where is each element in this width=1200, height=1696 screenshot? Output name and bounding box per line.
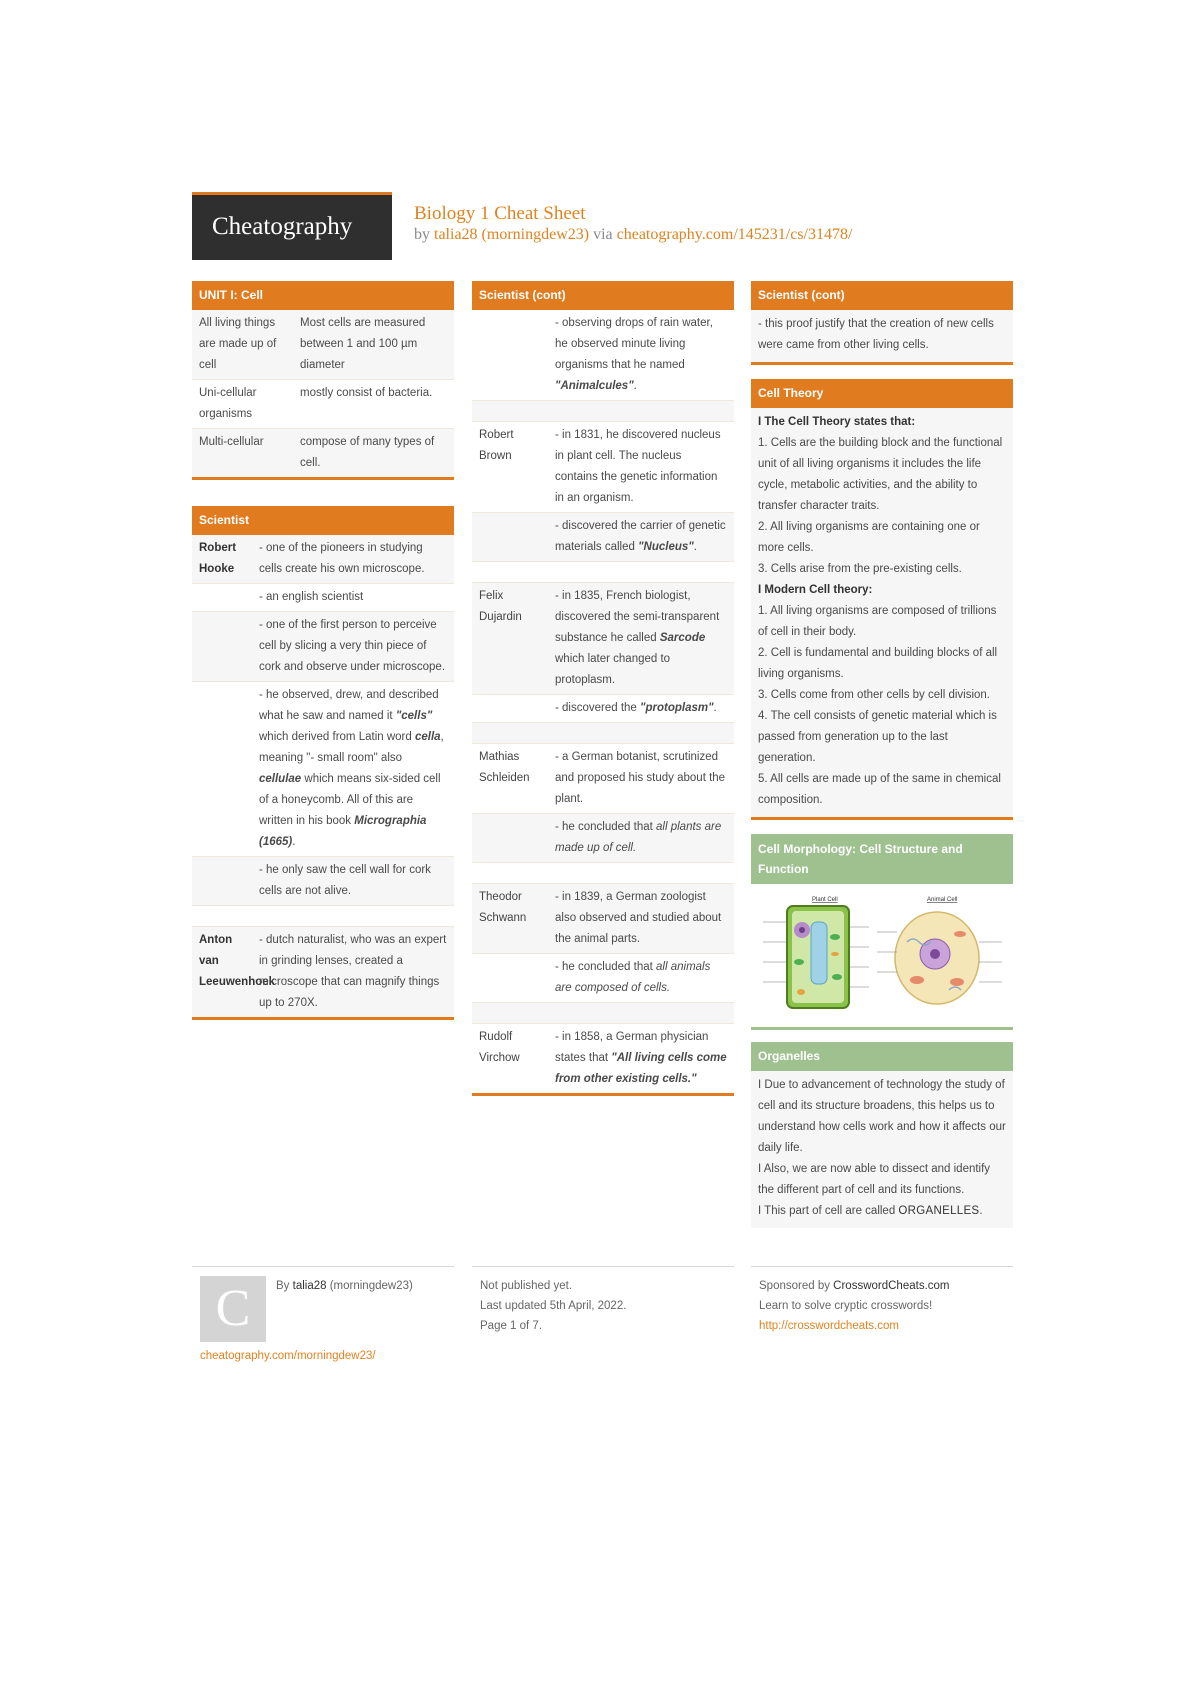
row-value: Most cells are measured between 1 and 100 µm diameter bbox=[300, 317, 426, 371]
section-header: Cell Theory bbox=[751, 379, 1013, 408]
section-body bbox=[751, 1071, 1013, 1228]
row-key bbox=[192, 857, 252, 905]
row-value bbox=[252, 682, 454, 856]
footer-sponsor bbox=[759, 1276, 950, 1336]
footer-divider bbox=[192, 1266, 454, 1267]
paragraph: 3. Cells arise from the pre-existing cells. bbox=[758, 563, 962, 575]
section-header: UNIT I: Cell bbox=[192, 281, 454, 310]
spacer-row bbox=[192, 906, 454, 927]
section-body bbox=[472, 310, 734, 1096]
plant-cell-label: Plant Cell bbox=[812, 897, 838, 903]
sponsor-pre: Sponsored by bbox=[759, 1280, 834, 1292]
row-value: - in 1839, a German zoologist also observed and studied about the animal parts. bbox=[555, 891, 722, 945]
text: which later changed to protoplasm. bbox=[555, 653, 671, 686]
table-row bbox=[472, 513, 734, 562]
table-row bbox=[192, 584, 454, 612]
term-sarcode: Sarcode bbox=[659, 632, 706, 644]
table-row bbox=[472, 695, 734, 723]
row-value: - in 1831, he discovered nucleus in plant cell. The nucleus contains the genetic information in an organism. bbox=[555, 429, 721, 504]
text: , meaning "- small room" also bbox=[259, 731, 444, 764]
row-key bbox=[192, 584, 252, 611]
row-value: compose of many types of cell. bbox=[300, 436, 435, 469]
animal-cell-label: Animal Cell bbox=[927, 897, 958, 903]
row-value: - one of the first person to perceive cell by slicing a very thin piece of cork and observe under microscope. bbox=[259, 619, 446, 673]
byline-via: via bbox=[589, 226, 617, 243]
section-text: - this proof justify that the creation of new cells were came from other living cells. bbox=[751, 310, 1013, 362]
paragraph: 4. The cell consists of genetic material which is passed from generation up to the last generation. bbox=[758, 710, 997, 764]
sponsor-line bbox=[759, 1276, 950, 1296]
text: . bbox=[979, 1205, 983, 1217]
row-value: - dutch naturalist, who was an expert in grinding lenses, created a microscope that can magnify things up to 270X. bbox=[259, 934, 447, 1009]
spacer-row bbox=[472, 863, 734, 884]
sponsor-link[interactable]: CrosswordCheats.com bbox=[833, 1280, 950, 1292]
row-value bbox=[548, 1024, 734, 1093]
term-cella: cella bbox=[414, 731, 441, 743]
section-body bbox=[751, 310, 1013, 365]
table-row bbox=[192, 380, 454, 429]
footer-status bbox=[480, 1276, 626, 1336]
term-nucleus: "Nucleus" bbox=[638, 541, 694, 553]
section-header: Organelles bbox=[751, 1042, 1013, 1071]
table-row bbox=[472, 814, 734, 863]
table-row bbox=[472, 583, 734, 695]
scientist-name: Felix Dujardin bbox=[479, 590, 522, 623]
scientist-name: Theodor Schwann bbox=[479, 891, 527, 924]
row-value bbox=[548, 695, 734, 722]
scientist-name: Mathias Schleiden bbox=[479, 751, 530, 784]
section-body bbox=[192, 535, 454, 1020]
section-header: Scientist bbox=[192, 506, 454, 535]
row-value: - a German botanist, scrutinized and proposed his study about the plant. bbox=[555, 751, 726, 805]
section-cell-morphology bbox=[751, 834, 1013, 1030]
paragraph: 5. All cells are made up of the same in chemical composition. bbox=[758, 773, 1001, 806]
text: - discovered the bbox=[555, 702, 641, 714]
text: which means six-sided cell of a honeycomb. All of this are written in his book bbox=[259, 773, 441, 827]
term-animalcules: "Animalcules" bbox=[555, 380, 634, 392]
paragraph: 2. All living organisms are containing one or more cells. bbox=[758, 521, 980, 554]
text: - in 1858, a German physician states that bbox=[555, 1031, 709, 1064]
publish-status: Not published yet. bbox=[480, 1280, 573, 1292]
table-row bbox=[192, 927, 454, 1017]
table-row bbox=[472, 744, 734, 814]
row-key bbox=[472, 954, 548, 1002]
section-cell-theory bbox=[751, 379, 1013, 820]
row-key: All living things are made up of cell bbox=[199, 317, 277, 371]
sponsor-tagline: Learn to solve cryptic crosswords! bbox=[759, 1300, 933, 1312]
footer-divider bbox=[751, 1266, 1013, 1267]
paragraph: 3. Cells come from other cells by cell division. bbox=[758, 689, 990, 701]
byline-by: by bbox=[414, 226, 434, 243]
section-scientist-cont-2 bbox=[751, 281, 1013, 365]
paragraph: 1. Cells are the building block and the functional unit of all living organisms it includes the life cycle, metabolic activities, and the ability to transfer character traits. bbox=[758, 437, 1003, 512]
row-value bbox=[548, 814, 734, 862]
sponsor-url-link[interactable]: http://crosswordcheats.com bbox=[759, 1320, 899, 1332]
row-key: Uni-cellular organisms bbox=[199, 387, 257, 420]
table-row bbox=[472, 954, 734, 1003]
scientist-name: Anton van Leeuwenhoek bbox=[199, 934, 276, 988]
table-row bbox=[472, 422, 734, 513]
avatar[interactable]: C bbox=[200, 1276, 266, 1342]
spacer-row bbox=[472, 562, 734, 583]
section-text bbox=[751, 1071, 1013, 1228]
scientist-name: Robert Brown bbox=[479, 429, 514, 462]
spacer-row bbox=[472, 723, 734, 744]
section-body bbox=[192, 310, 454, 480]
subheading: I The Cell Theory states that: bbox=[758, 416, 916, 428]
profile-url-link[interactable]: cheatography.com/morningdew23/ bbox=[200, 1350, 376, 1362]
paragraph: 1. All living organisms are composed of trillions of cell in their body. bbox=[758, 605, 997, 638]
footer-author-link[interactable]: talia28 bbox=[292, 1280, 327, 1292]
row-value: mostly consist of bacteria. bbox=[300, 387, 433, 399]
table-row bbox=[192, 535, 454, 584]
last-updated: Last updated 5th April, 2022. bbox=[480, 1300, 627, 1312]
term-plants: all plants are made up of cell. bbox=[555, 821, 722, 854]
byline bbox=[414, 226, 852, 244]
table-row bbox=[192, 612, 454, 682]
row-key bbox=[472, 513, 548, 561]
term-protoplasm: "protoplasm" bbox=[640, 702, 714, 714]
scientist-name: Rudolf Virchow bbox=[479, 1031, 520, 1064]
section-body bbox=[751, 884, 1013, 1030]
subheading: I Modern Cell theory: bbox=[758, 584, 873, 596]
logo-text: Cheatography bbox=[212, 213, 353, 240]
text: . bbox=[713, 702, 717, 714]
text: - he concluded that bbox=[555, 821, 657, 833]
term-micrographia: Micrographia (1665) bbox=[259, 815, 427, 848]
text: . bbox=[292, 836, 296, 848]
text: - discovered the carrier of genetic materials called bbox=[555, 520, 726, 553]
page-title: Biology 1 Cheat Sheet bbox=[414, 203, 586, 224]
page-number: Page 1 of 7. bbox=[480, 1320, 543, 1332]
text: - in 1835, French biologist, discovered the semi-transparent substance he called bbox=[555, 590, 720, 644]
term-cells: "cells" bbox=[395, 710, 433, 722]
table-row bbox=[192, 857, 454, 906]
text: - he concluded that bbox=[555, 961, 657, 973]
spacer-row bbox=[472, 401, 734, 422]
row-key bbox=[472, 695, 548, 722]
footer-author-handle: (morningdew23) bbox=[326, 1280, 413, 1292]
section-organelles bbox=[751, 1042, 1013, 1228]
row-value bbox=[548, 583, 734, 694]
text: I This part of cell are called bbox=[758, 1205, 899, 1217]
cheatography-logo[interactable] bbox=[192, 192, 392, 260]
row-value bbox=[548, 310, 734, 400]
text: . bbox=[633, 380, 637, 392]
paragraph bbox=[758, 1201, 1006, 1222]
section-header: Scientist (cont) bbox=[751, 281, 1013, 310]
term-quote: "All living cells come from other existing cells." bbox=[555, 1052, 727, 1085]
text: which derived from Latin word bbox=[259, 731, 415, 743]
table-row bbox=[472, 310, 734, 401]
term-animals: all animals are composed of cells. bbox=[555, 961, 711, 994]
row-value bbox=[548, 513, 734, 561]
column-2 bbox=[472, 281, 734, 1122]
row-key bbox=[472, 310, 548, 400]
row-key bbox=[192, 612, 252, 681]
spacer-row bbox=[472, 1003, 734, 1024]
text: - observing drops of rain water, he observed minute living organisms that he named bbox=[555, 317, 713, 371]
section-body bbox=[751, 408, 1013, 820]
row-value bbox=[548, 954, 734, 1002]
term-cellulae: cellulae bbox=[259, 773, 302, 785]
section-header: Cell Morphology: Cell Structure and Function bbox=[751, 834, 1013, 884]
section-scientist bbox=[192, 506, 454, 1020]
table-row bbox=[192, 682, 454, 857]
author-link[interactable]: talia28 (morningdew23) bbox=[434, 226, 590, 243]
table-row bbox=[192, 310, 454, 380]
cell-diagram bbox=[757, 892, 1007, 1014]
section-unit-cell bbox=[192, 281, 454, 480]
term-organelles: ORGANELLES bbox=[898, 1205, 980, 1217]
scientist-name: Robert Hooke bbox=[199, 542, 237, 575]
table-row bbox=[472, 1024, 734, 1093]
row-key bbox=[192, 682, 252, 856]
footer-by: By bbox=[276, 1280, 293, 1292]
row-key bbox=[472, 814, 548, 862]
row-value: - one of the pioneers in studying cells create his own microscope. bbox=[259, 542, 425, 575]
column-3 bbox=[751, 281, 1013, 1254]
paragraph: 2. Cell is fundamental and building blocks of all living organisms. bbox=[758, 647, 998, 680]
text: . bbox=[693, 541, 697, 553]
column-1 bbox=[192, 281, 454, 1046]
text: - he observed, drew, and described what he saw and named it bbox=[259, 689, 439, 722]
paragraph: I Also, we are now able to dissect and identify the different part of cell and its functions. bbox=[758, 1163, 991, 1196]
table-row bbox=[192, 429, 454, 477]
section-text bbox=[751, 408, 1013, 817]
sheet-url-link[interactable]: cheatography.com/145231/cs/31478/ bbox=[616, 226, 853, 243]
footer-divider bbox=[472, 1266, 734, 1267]
row-key: Multi-cellular bbox=[199, 436, 264, 448]
paragraph: I Due to advancement of technology the study of cell and its structure broadens, this helps us to understand how cells work and how it affects our daily life. bbox=[758, 1079, 1006, 1154]
footer-author bbox=[276, 1276, 413, 1296]
row-value: - he only saw the cell wall for cork cells are not alive. bbox=[259, 864, 431, 897]
row-value: - an english scientist bbox=[259, 591, 364, 603]
table-row bbox=[472, 884, 734, 954]
section-scientist-cont bbox=[472, 281, 734, 1096]
section-header: Scientist (cont) bbox=[472, 281, 734, 310]
